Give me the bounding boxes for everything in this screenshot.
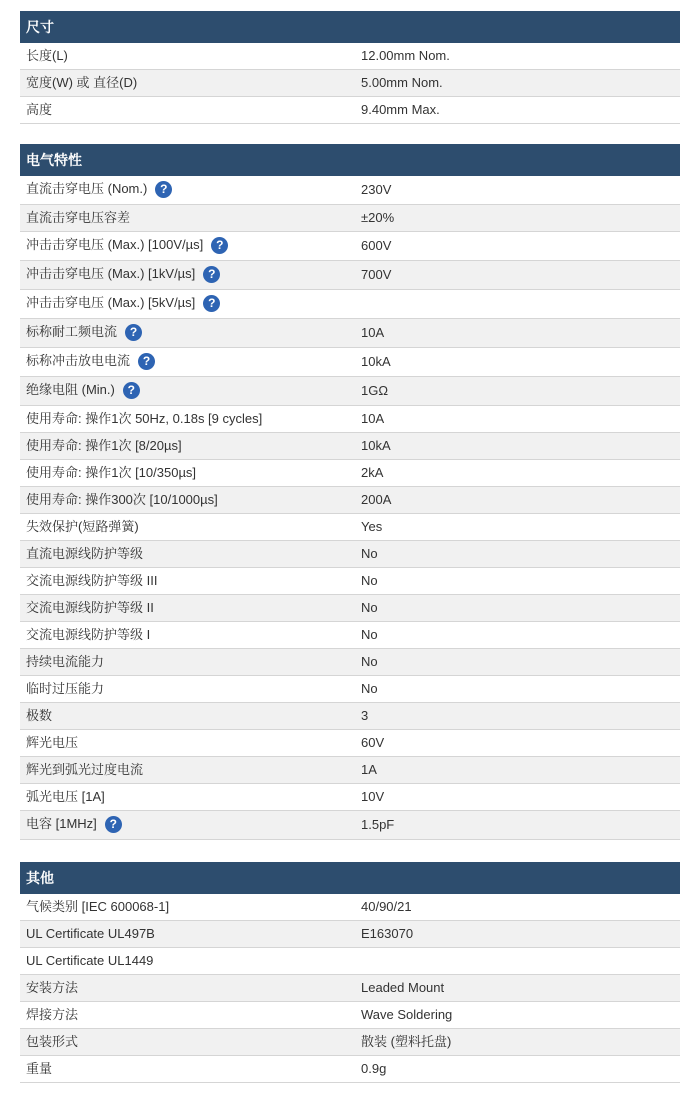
spec-label: 电容 [1MHz] [26,816,97,832]
spec-label-cell [20,649,350,676]
spec-label-cell [20,487,350,514]
spec-label-cell [20,319,350,348]
spec-label: 宽度(W) 或 直径(D) [26,75,138,90]
spec-label-cell [20,1056,350,1083]
spec-label-cell [20,348,350,377]
spec-row [20,205,680,232]
spec-label-cell [20,894,350,921]
spec-value: 10A [350,319,680,348]
spec-row [20,377,680,406]
spec-value: 200A [350,487,680,514]
spec-label: 绝缘电阻 (Min.) [26,382,115,398]
spec-label: 使用寿命: 操作1次 [8/20µs] [26,438,182,453]
spec-label: 直流电源线防护等级 [26,546,144,561]
spec-value [350,948,680,975]
spec-row [20,433,680,460]
spec-label-cell [20,261,350,290]
spec-label-cell [20,975,350,1002]
spec-row [20,176,680,205]
spec-row [20,622,680,649]
spec-row [20,541,680,568]
spec-value: 10A [350,406,680,433]
spec-value: 3 [350,703,680,730]
spec-table [20,894,680,1083]
spec-label: UL Certificate UL1449 [26,953,154,968]
spec-row [20,460,680,487]
help-icon[interactable]: ? [123,382,140,399]
spec-value: No [350,622,680,649]
spec-value: 60V [350,730,680,757]
spec-label: 交流电源线防护等级 II [26,600,154,615]
spec-label-cell [20,433,350,460]
spec-label-cell [20,757,350,784]
spec-value: 230V [350,176,680,205]
spec-value: 5.00mm Nom. [350,70,680,97]
spec-value: No [350,568,680,595]
spec-label-cell [20,595,350,622]
spec-row [20,649,680,676]
section-title: 电气特性 [20,144,680,176]
spec-value: No [350,541,680,568]
spec-row [20,975,680,1002]
spec-row [20,811,680,840]
spec-label: 持续电流能力 [26,654,105,669]
spec-value [350,290,680,319]
spec-row [20,70,680,97]
help-icon[interactable]: ? [125,324,142,341]
spec-section [20,11,680,124]
spec-table [20,176,680,840]
spec-value: 700V [350,261,680,290]
spec-label-cell [20,43,350,70]
spec-value: 40/90/21 [350,894,680,921]
spec-value: ±20% [350,205,680,232]
spec-label: 辉光到弧光过度电流 [26,762,144,777]
spec-row [20,784,680,811]
spec-label-cell [20,703,350,730]
spec-label-cell [20,377,350,406]
spec-value: 10kA [350,348,680,377]
spec-label-cell [20,568,350,595]
spec-label-cell [20,406,350,433]
spec-value: 10kA [350,433,680,460]
spec-value: No [350,595,680,622]
spec-value: 12.00mm Nom. [350,43,680,70]
help-icon[interactable]: ? [138,353,155,370]
spec-value: 散装 (塑料托盘) [350,1029,680,1056]
spec-row [20,487,680,514]
spec-label-cell [20,176,350,205]
help-icon[interactable]: ? [155,181,172,198]
spec-label: 高度 [26,102,53,117]
spec-value: 9.40mm Max. [350,97,680,124]
spec-label: 交流电源线防护等级 III [26,573,158,588]
spec-label-cell [20,811,350,840]
spec-label: 标称耐工频电流 [26,324,118,340]
spec-label: 标称冲击放电电流 [26,353,131,369]
spec-row [20,1029,680,1056]
spec-value: Wave Soldering [350,1002,680,1029]
spec-label-cell [20,948,350,975]
spec-label: 气候类别 [IEC 600068-1] [26,899,170,914]
spec-label: 焊接方法 [26,1007,79,1022]
spec-label: 直流击穿电压 (Nom.) [26,181,148,197]
spec-label: 使用寿命: 操作300次 [10/1000µs] [26,492,218,507]
spec-label-cell [20,232,350,261]
spec-row [20,43,680,70]
spec-row [20,921,680,948]
section-title: 其他 [20,862,680,894]
spec-label: 包装形式 [26,1034,79,1049]
spec-label-cell [20,541,350,568]
spec-value: 1GΩ [350,377,680,406]
spec-row [20,703,680,730]
spec-row [20,319,680,348]
spec-label: 重量 [26,1061,53,1076]
spec-label-cell [20,205,350,232]
spec-label-cell [20,514,350,541]
spec-label-cell [20,676,350,703]
spec-table [20,43,680,124]
spec-label: UL Certificate UL497B [26,926,155,941]
section-title: 尺寸 [20,11,680,43]
spec-value: E163070 [350,921,680,948]
spec-value: 0.9g [350,1056,680,1083]
spec-row [20,894,680,921]
spec-label: 极数 [26,708,53,723]
spec-row [20,261,680,290]
spec-label: 辉光电压 [26,735,79,750]
spec-label: 冲击击穿电压 (Max.) [100V/µs] [26,237,204,253]
spec-value: 2kA [350,460,680,487]
spec-section [20,862,680,1083]
spec-label-cell [20,460,350,487]
spec-label: 安装方法 [26,980,79,995]
spec-value: No [350,676,680,703]
spec-label: 冲击击穿电压 (Max.) [5kV/µs] [26,295,196,311]
spec-label: 长度(L) [26,48,68,63]
spec-row [20,595,680,622]
spec-row [20,730,680,757]
spec-row [20,290,680,319]
spec-label: 临时过压能力 [26,681,105,696]
spec-label: 冲击击穿电压 (Max.) [1kV/µs] [26,266,196,282]
help-icon[interactable]: ? [211,237,228,254]
spec-label: 弧光电压 [1A] [26,789,105,804]
spec-label-cell [20,1029,350,1056]
help-icon[interactable]: ? [105,816,122,833]
spec-section [20,144,680,840]
spec-row [20,676,680,703]
spec-label-cell [20,921,350,948]
spec-label: 使用寿命: 操作1次 50Hz, 0.18s [9 cycles] [26,411,263,426]
spec-label-cell [20,622,350,649]
spec-label-cell [20,70,350,97]
spec-value: 1A [350,757,680,784]
spec-value: Leaded Mount [350,975,680,1002]
help-icon[interactable]: ? [203,295,220,312]
spec-tables [20,0,680,1083]
spec-value: 1.5pF [350,811,680,840]
spec-label: 交流电源线防护等级 I [26,627,151,642]
spec-row [20,568,680,595]
spec-value: Yes [350,514,680,541]
spec-row [20,948,680,975]
spec-label-cell [20,290,350,319]
spec-label: 失效保护(短路弹簧) [26,519,139,534]
spec-row [20,1056,680,1083]
spec-row [20,348,680,377]
spec-row [20,97,680,124]
help-icon[interactable]: ? [203,266,220,283]
spec-row [20,232,680,261]
spec-row [20,406,680,433]
spec-label-cell [20,97,350,124]
spec-label: 使用寿命: 操作1次 [10/350µs] [26,465,197,480]
spec-value: 600V [350,232,680,261]
spec-row [20,514,680,541]
spec-label-cell [20,730,350,757]
spec-value: No [350,649,680,676]
spec-label-cell [20,1002,350,1029]
spec-label-cell [20,784,350,811]
spec-row [20,757,680,784]
spec-label: 直流击穿电压容差 [26,210,131,225]
spec-value: 10V [350,784,680,811]
spec-row [20,1002,680,1029]
